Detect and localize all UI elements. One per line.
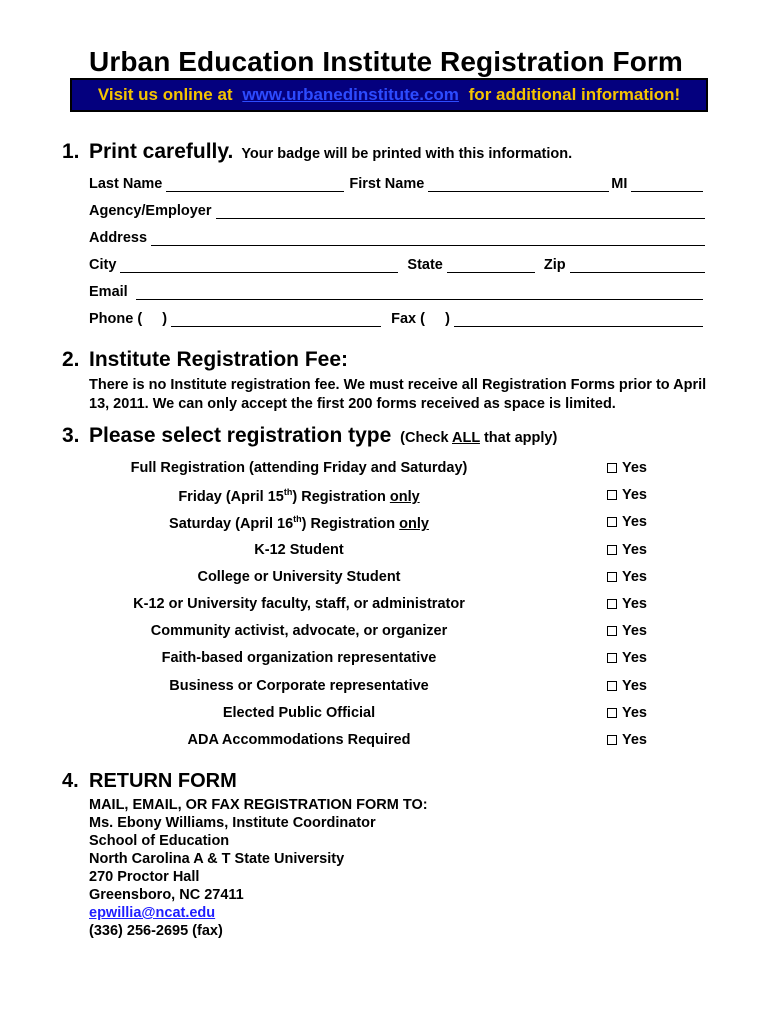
checkbox-square-icon[interactable]	[607, 463, 617, 473]
registration-option-label	[89, 596, 509, 612]
section-3-note	[400, 430, 557, 446]
checkbox-label: Yes	[622, 487, 647, 503]
address-row	[89, 226, 705, 246]
fax-field[interactable]	[454, 311, 703, 327]
city-label: City	[89, 257, 117, 273]
checkbox-label: Yes	[622, 705, 647, 721]
address-line: MAIL, EMAIL, OR FAX REGISTRATION FORM TO:	[89, 797, 428, 813]
checkbox-label: Yes	[622, 596, 647, 612]
registration-option-label	[89, 487, 509, 505]
fax-number: (336) 256-2695 (fax)	[89, 923, 223, 939]
zip-field[interactable]	[570, 257, 705, 273]
option-text: ) Registration	[292, 488, 390, 505]
section-4-heading	[62, 770, 237, 793]
address-line: 270 Proctor Hall	[89, 869, 200, 885]
option-text: Business or Corporate representative	[169, 678, 429, 694]
yes-checkbox[interactable]	[607, 623, 647, 639]
yes-checkbox[interactable]	[607, 542, 647, 558]
checkbox-square-icon[interactable]	[607, 545, 617, 555]
zip-label: Zip	[543, 257, 566, 273]
checkbox-square-icon[interactable]	[607, 599, 617, 609]
option-text: ADA Accommodations Required	[187, 732, 411, 748]
agency-field[interactable]	[216, 203, 706, 219]
section-4-title: RETURN FORM	[89, 770, 237, 792]
email-row	[89, 280, 705, 300]
mi-field[interactable]	[631, 176, 703, 192]
yes-checkbox[interactable]	[607, 514, 647, 530]
city-row	[89, 253, 705, 273]
state-label: State	[407, 257, 443, 273]
section-1-number: 1.	[62, 140, 80, 163]
yes-checkbox[interactable]	[607, 705, 647, 721]
checkbox-label: Yes	[622, 569, 647, 585]
section-2-number: 2.	[62, 348, 80, 371]
yes-checkbox[interactable]	[607, 732, 647, 748]
checkbox-label: Yes	[622, 542, 647, 558]
registration-option-label	[89, 542, 509, 558]
banner-prefix: Visit us online at	[97, 85, 238, 104]
yes-checkbox[interactable]	[607, 460, 647, 476]
yes-checkbox[interactable]	[607, 650, 647, 666]
address-line: North Carolina A & T State University	[89, 851, 345, 867]
checkbox-label: Yes	[622, 678, 647, 694]
fax-label: Fax ( )	[391, 311, 450, 327]
note-prefix: (Check	[400, 430, 452, 446]
registration-option-label	[89, 678, 509, 694]
option-text: Friday (April 15	[178, 488, 284, 505]
address-label: Address	[89, 230, 148, 246]
yes-checkbox[interactable]	[607, 596, 647, 612]
yes-checkbox[interactable]	[607, 569, 647, 585]
checkbox-square-icon[interactable]	[607, 681, 617, 691]
phone-field[interactable]	[171, 311, 381, 327]
email-label: Email	[89, 284, 128, 300]
checkbox-square-icon[interactable]	[607, 653, 617, 663]
email-field[interactable]	[136, 284, 703, 300]
coordinator-email-link[interactable]: epwillia@ncat.edu	[89, 905, 216, 921]
fee-description: There is no Institute registration fee. We must receive all Registration Forms prior to April 13, 2011. We can only accept the first 200 forms received as space is limited.	[89, 377, 707, 412]
address-field[interactable]	[151, 230, 705, 246]
checkbox-square-icon[interactable]	[607, 572, 617, 582]
option-text: ) Registration	[301, 515, 400, 532]
checkbox-square-icon[interactable]	[607, 517, 617, 527]
name-row	[89, 172, 705, 192]
checkbox-square-icon[interactable]	[607, 490, 617, 500]
checkbox-square-icon[interactable]	[607, 626, 617, 636]
last-name-label: Last Name	[89, 176, 163, 192]
address-line: Greensboro, NC 27411	[89, 887, 244, 903]
first-name-label: First Name	[349, 176, 425, 192]
first-name-field[interactable]	[428, 176, 609, 192]
section-2-heading	[62, 348, 348, 372]
registration-option-label	[89, 569, 509, 585]
checkbox-square-icon[interactable]	[607, 735, 617, 745]
city-field[interactable]	[120, 257, 398, 273]
website-banner	[70, 78, 708, 112]
agency-label: Agency/Employer	[89, 203, 212, 219]
section-3-number: 3.	[62, 424, 80, 447]
registration-option-label	[89, 623, 509, 639]
option-superscript: th	[283, 487, 293, 497]
option-superscript: th	[293, 514, 302, 524]
option-text: Elected Public Official	[222, 705, 376, 721]
option-text: Community activist, advocate, or organizer	[150, 623, 448, 639]
note-suffix: that apply)	[479, 430, 558, 446]
option-text: Full Registration (attending Friday and Saturday)	[130, 460, 468, 476]
state-field[interactable]	[447, 257, 535, 273]
section-1-heading	[62, 140, 572, 164]
checkbox-square-icon[interactable]	[607, 708, 617, 718]
checkbox-label: Yes	[622, 732, 647, 748]
option-text: Faith-based organization representative	[161, 650, 437, 666]
return-address	[89, 796, 428, 940]
option-text: K-12 or University faculty, staff, or administrator	[133, 596, 465, 612]
option-text: Saturday (April 16	[169, 515, 294, 532]
registration-option-label	[89, 514, 509, 532]
address-line: Ms. Ebony Williams, Institute Coordinator	[89, 815, 376, 831]
section-3-title: Please select registration type	[89, 424, 392, 447]
yes-checkbox[interactable]	[607, 678, 647, 694]
yes-checkbox[interactable]	[607, 487, 647, 503]
checkbox-label: Yes	[622, 460, 647, 476]
registration-option-label	[89, 732, 509, 748]
registration-option-label	[89, 705, 509, 721]
phone-label: Phone ( )	[89, 311, 168, 327]
option-emphasis: only	[389, 488, 420, 505]
section-1-note: Your badge will be printed with this information.	[241, 146, 573, 162]
phone-row	[89, 307, 705, 327]
agency-row	[89, 199, 705, 219]
option-text: College or University Student	[197, 569, 401, 585]
checkbox-label: Yes	[622, 650, 647, 666]
section-3-heading	[62, 424, 557, 448]
address-line: School of Education	[89, 833, 230, 849]
option-text: K-12 Student	[254, 542, 344, 558]
website-link[interactable]: www.urbanedinstitute.com	[242, 85, 459, 104]
section-4-number: 4.	[62, 770, 79, 792]
banner-suffix: for additional information!	[463, 85, 681, 104]
checkbox-label: Yes	[622, 514, 647, 530]
note-emphasis: ALL	[452, 430, 480, 446]
registration-option-label	[89, 650, 509, 666]
option-emphasis: only	[399, 515, 429, 532]
last-name-field[interactable]	[166, 176, 344, 192]
section-2-title: Institute Registration Fee:	[89, 348, 349, 371]
page-title: Urban Education Institute Registration Form	[89, 46, 683, 77]
mi-label: MI	[611, 176, 628, 192]
registration-option-label	[89, 460, 509, 476]
section-1-title: Print carefully.	[89, 140, 234, 163]
checkbox-label: Yes	[622, 623, 647, 639]
